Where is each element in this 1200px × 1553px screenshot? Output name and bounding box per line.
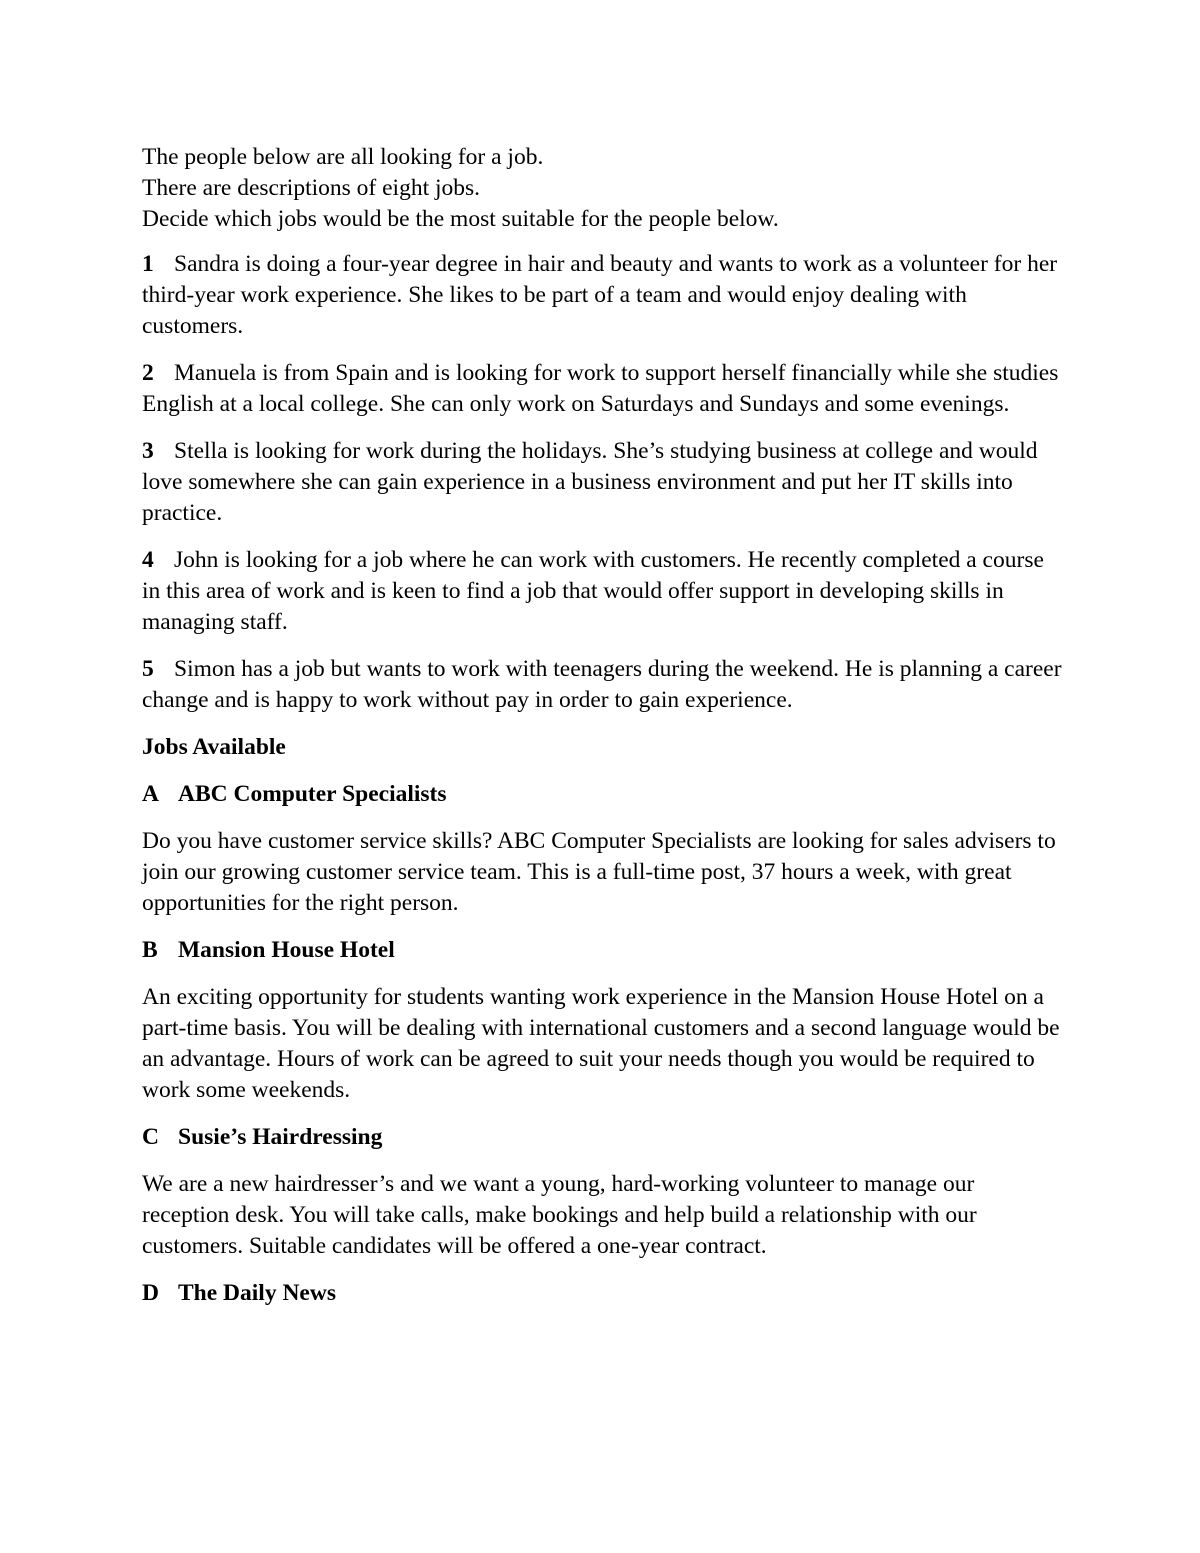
job-letter: D — [142, 1280, 159, 1306]
person-description: Sandra is doing a four-year degree in hair and beauty and wants to work as a volunteer for her third-year work experience. She likes to be part of a team and would enjoy dealing with customers. — [142, 251, 1058, 339]
job-name: Mansion House Hotel — [178, 937, 395, 963]
job-name: The Daily News — [178, 1280, 336, 1306]
person-item — [142, 545, 1067, 638]
job-description: Do you have customer service skills? ABC Computer Specialists are looking for sales advisers to join our growing customer service team. This is a full-time post, 37 hours a week, with great opportunities for the right person. — [142, 828, 1056, 916]
job-description: An exciting opportunity for students wanting work experience in the Mansion House Hotel on a part-time basis. You will be dealing with international customers and a second language would be an advantage. Hours of work can be agreed to suit your needs though you would be required to work some weekends. — [142, 984, 1060, 1103]
job-description: We are a new hairdresser’s and we want a young, hard-working volunteer to manage our reception desk. You will take calls, make bookings and help build a relationship with our customers. Suitable candidates will be offered a one-year contract. — [142, 1171, 977, 1259]
instruction-line: The people below are all looking for a job. — [142, 144, 544, 170]
instruction-line: There are descriptions of eight jobs. — [142, 175, 481, 201]
jobs-section-title: Jobs Available — [142, 734, 286, 760]
person-description: Simon has a job but wants to work with teenagers during the weekend. He is planning a career change and is happy to work without pay in order to gain experience. — [142, 656, 1062, 713]
job-letter: C — [142, 1124, 159, 1150]
person-item — [142, 654, 1067, 716]
job-heading — [142, 779, 1067, 810]
person-number: 4 — [142, 547, 154, 573]
person-description: John is looking for a job where he can work with customers. He recently completed a course in this area of work and is keen to find a job that would offer support in developing skills in managing staff. — [142, 547, 1044, 635]
job-letter: A — [142, 781, 159, 807]
person-item — [142, 358, 1067, 420]
person-item — [142, 436, 1067, 529]
person-item — [142, 249, 1067, 342]
job-heading — [142, 1278, 1067, 1309]
instruction-line: Decide which jobs would be the most suitable for the people below. — [142, 206, 779, 232]
person-description: Manuela is from Spain and is looking for work to support herself financially while she studies English at a local college. She can only work on Saturdays and Sundays and some evenings. — [142, 360, 1059, 417]
job-heading — [142, 935, 1067, 966]
person-number: 3 — [142, 438, 154, 464]
instructions — [142, 142, 1067, 235]
person-number: 1 — [142, 251, 154, 277]
person-description: Stella is looking for work during the holidays. She’s studying business at college and would love somewhere she can gain experience in a business environment and put her IT skills into practice. — [142, 438, 1038, 526]
document-page — [142, 142, 1067, 1325]
person-number: 2 — [142, 360, 154, 386]
job-letter: B — [142, 937, 158, 963]
job-heading — [142, 1122, 1067, 1153]
person-number: 5 — [142, 656, 154, 682]
job-name: Susie’s Hairdressing — [178, 1124, 383, 1150]
job-name: ABC Computer Specialists — [178, 781, 447, 807]
